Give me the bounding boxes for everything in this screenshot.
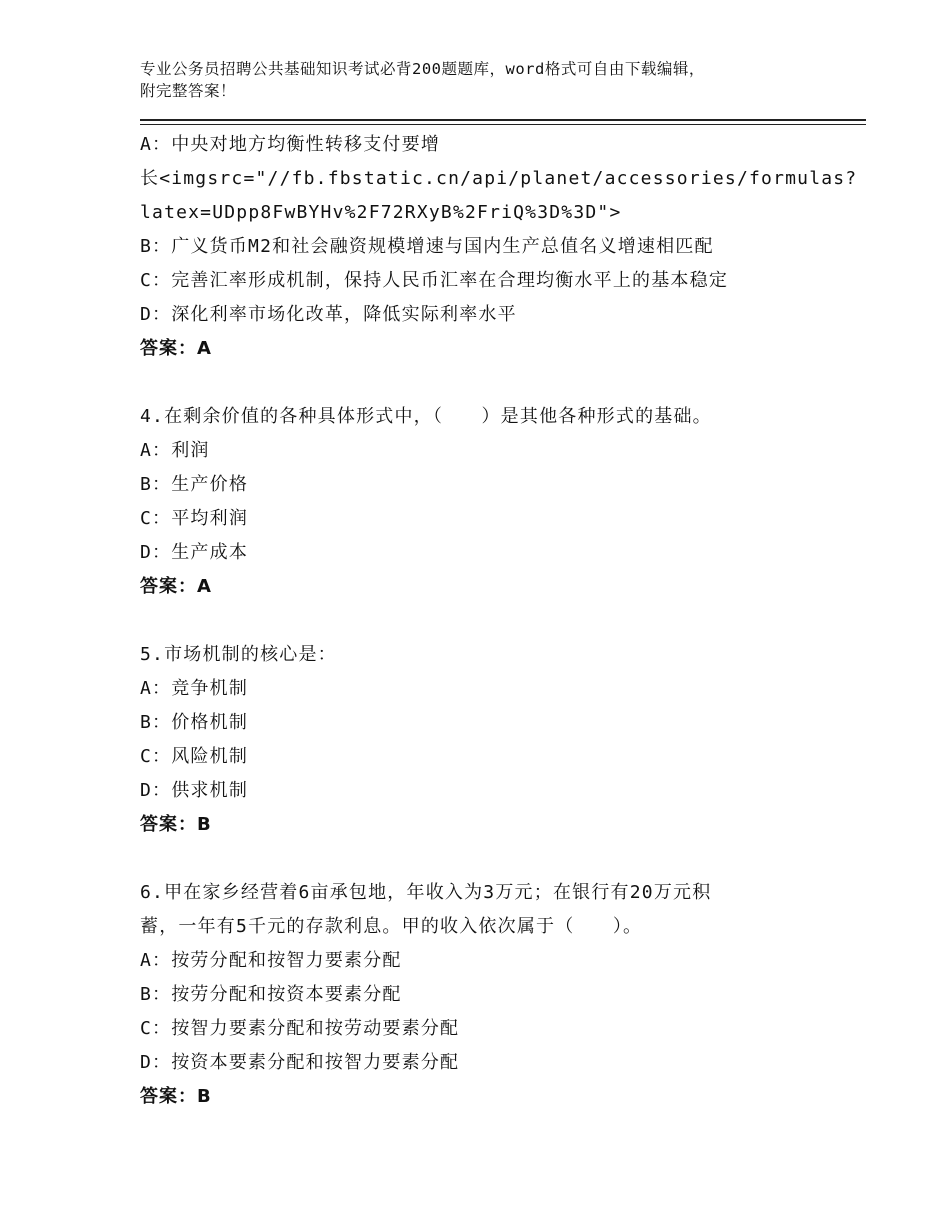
q5-option-a: A：竞争机制 bbox=[140, 678, 249, 699]
question-3 bbox=[140, 128, 858, 366]
question-list bbox=[140, 128, 858, 1114]
q3-answer: 答案：A bbox=[140, 338, 212, 359]
q3-option-c: C：完善汇率形成机制，保持人民币汇率在合理均衡水平上的基本稳定 bbox=[140, 270, 729, 291]
q4-option-d: D：生产成本 bbox=[140, 542, 249, 563]
q4-option-c: C：平均利润 bbox=[140, 508, 249, 529]
q6-answer: 答案：B bbox=[140, 1086, 212, 1107]
q4-answer: 答案：A bbox=[140, 576, 212, 597]
q3-option-d: D：深化利率市场化改革，降低实际利率水平 bbox=[140, 304, 517, 325]
q3-option-a-line-3: latex=UDpp8FwBYHv%2F72RXyB%2FriQ%3D%3D"> bbox=[140, 202, 622, 223]
q4-option-a: A：利润 bbox=[140, 440, 210, 461]
document-header bbox=[140, 58, 820, 102]
header-divider bbox=[140, 119, 866, 125]
q5-answer: 答案：B bbox=[140, 814, 212, 835]
question-5 bbox=[140, 638, 840, 842]
q6-option-b: B：按劳分配和按资本要素分配 bbox=[140, 984, 402, 1005]
q6-option-c: C：按智力要素分配和按劳动要素分配 bbox=[140, 1018, 460, 1039]
q4-stem: 4.在剩余价值的各种具体形式中，（ ）是其他各种形式的基础。 bbox=[140, 406, 712, 427]
q3-option-a-line-1: A：中央对地方均衡性转移支付要增 bbox=[140, 134, 441, 155]
q6-stem-line-2: 蓄，一年有5千元的存款利息。甲的收入依次属于（ ）。 bbox=[140, 916, 643, 937]
q3-option-a-line-2: 长<imgsrc="//fb.fbstatic.cn/api/planet/accessories/formulas? bbox=[140, 168, 858, 189]
header-line-2: 附完整答案！ bbox=[140, 82, 237, 100]
q5-stem: 5.市场机制的核心是： bbox=[140, 644, 337, 665]
q6-option-d: D：按资本要素分配和按智力要素分配 bbox=[140, 1052, 460, 1073]
q4-option-b: B：生产价格 bbox=[140, 474, 249, 495]
q3-option-b: B：广义货币M2和社会融资规模增速与国内生产总值名义增速相匹配 bbox=[140, 236, 714, 257]
q5-option-d: D：供求机制 bbox=[140, 780, 249, 801]
header-line-1: 专业公务员招聘公共基础知识考试必背200题题库，word格式可自由下载编辑， bbox=[140, 60, 705, 78]
q5-option-b: B：价格机制 bbox=[140, 712, 249, 733]
q6-stem-line-1: 6.甲在家乡经营着6亩承包地，年收入为3万元；在银行有20万元积 bbox=[140, 882, 712, 903]
q5-option-c: C：风险机制 bbox=[140, 746, 249, 767]
q6-option-a: A：按劳分配和按智力要素分配 bbox=[140, 950, 402, 971]
question-6 bbox=[140, 876, 840, 1114]
question-4 bbox=[140, 400, 840, 604]
